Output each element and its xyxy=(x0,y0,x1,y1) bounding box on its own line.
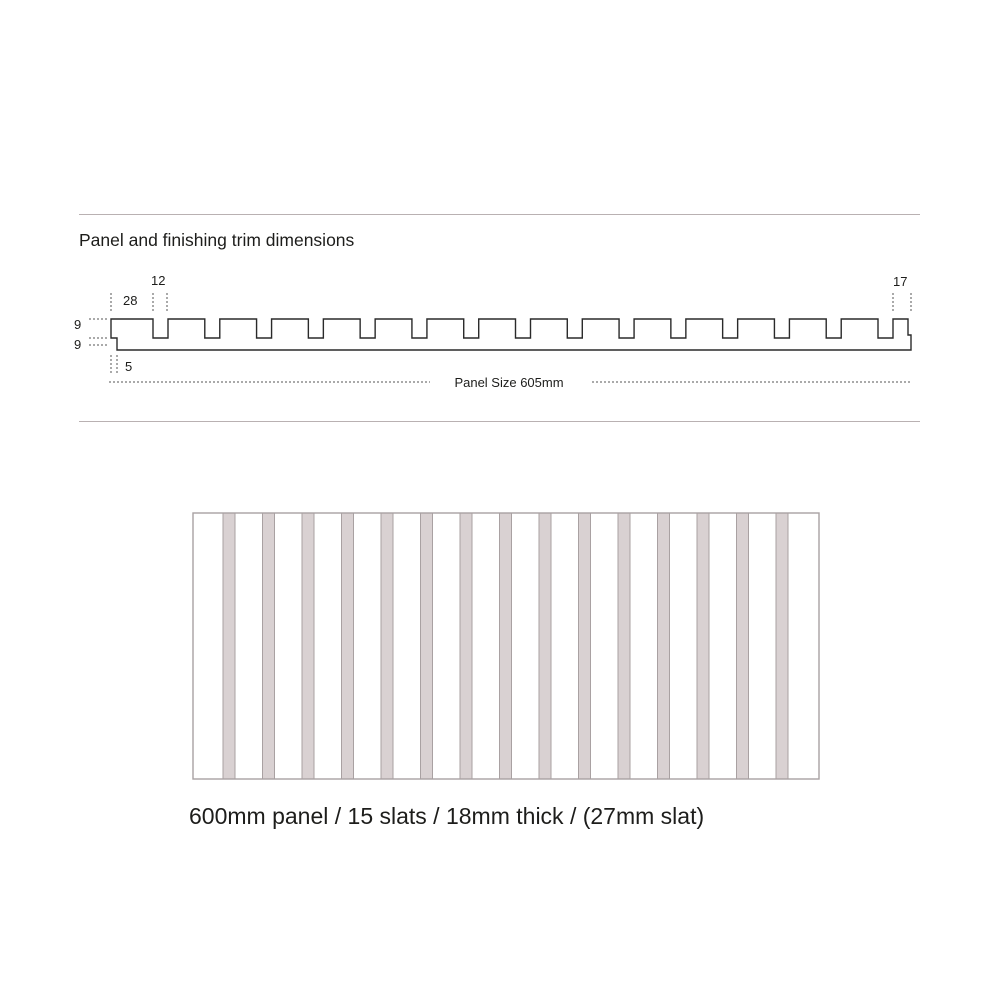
slat-group xyxy=(223,513,788,779)
dimension-annotations xyxy=(74,273,911,390)
slat xyxy=(223,513,235,779)
dimension-label-lip: 5 xyxy=(125,359,133,374)
slat xyxy=(618,513,630,779)
panel-size-label: Panel Size 605mm xyxy=(454,375,564,390)
section-title: Panel and finishing trim dimensions xyxy=(79,230,355,250)
panel-profile-diagram xyxy=(0,260,1000,400)
panel-front-view xyxy=(192,512,820,780)
slat xyxy=(263,513,275,779)
slat xyxy=(342,513,354,779)
dimension-label-edge-gap: 28 xyxy=(123,293,138,308)
slat xyxy=(421,513,433,779)
slat xyxy=(460,513,472,779)
top-divider xyxy=(79,214,920,215)
slat xyxy=(500,513,512,779)
dimension-label-slot-width: 12 xyxy=(151,273,166,288)
slat xyxy=(539,513,551,779)
slat xyxy=(697,513,709,779)
dimension-label-upper-depth: 9 xyxy=(74,317,82,332)
slat xyxy=(579,513,591,779)
slat xyxy=(381,513,393,779)
bottom-divider xyxy=(79,421,920,422)
dimension-label-end-width: 17 xyxy=(893,274,908,289)
dimension-label-lower-depth: 9 xyxy=(74,337,82,352)
slat xyxy=(737,513,749,779)
panel-profile-outline xyxy=(111,319,911,350)
slat xyxy=(776,513,788,779)
slat xyxy=(302,513,314,779)
panel-caption: 600mm panel / 15 slats / 18mm thick / (27mm slat) xyxy=(189,803,705,829)
slat xyxy=(658,513,670,779)
